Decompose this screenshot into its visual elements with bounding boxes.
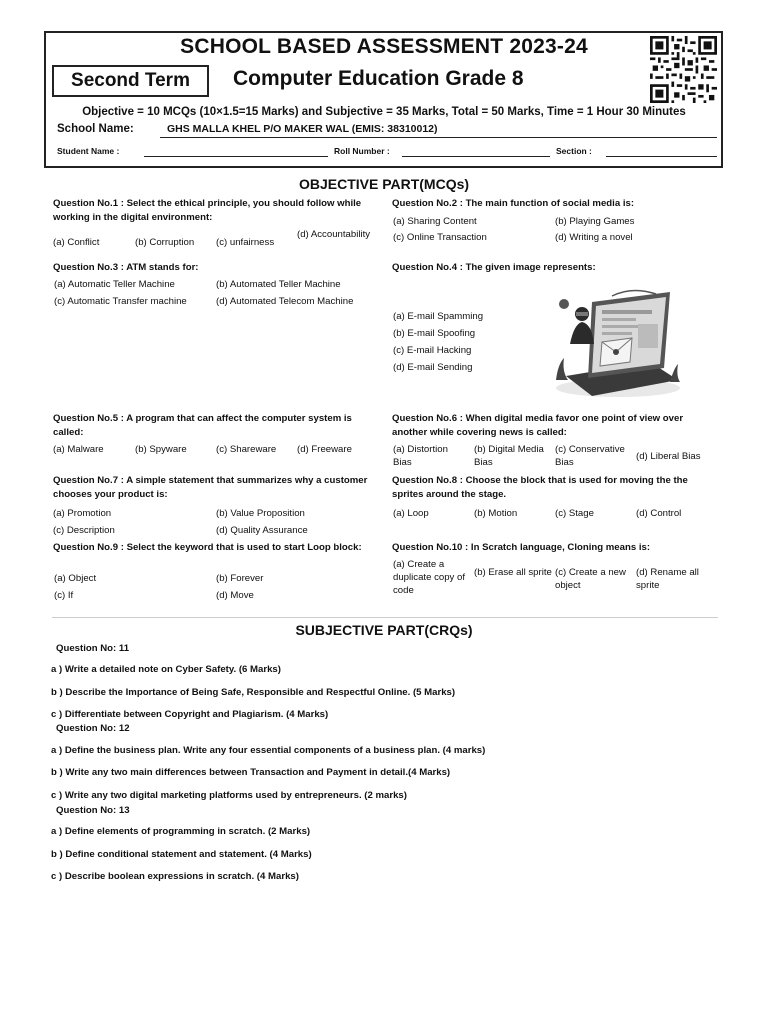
question-6-text: When digital media favor one point of view over another while covering news is called: bbox=[392, 413, 684, 438]
question-2-option-d: (d) Writing a novel bbox=[555, 232, 633, 243]
section-divider bbox=[52, 617, 718, 618]
question-8-option-b: (b) Motion bbox=[474, 508, 518, 519]
question-10-option-c: (c) Create a new object bbox=[555, 567, 626, 591]
question-10 bbox=[392, 541, 717, 555]
question-1-option-b: (b) Corruption bbox=[135, 237, 195, 248]
question-12-part-a: a ) Define the business plan. Write any four essential components of a business plan. (4 marks) bbox=[51, 745, 486, 756]
question-12-part-b: b ) Write any two main differences between Transaction and Payment in detail.(4 Marks) bbox=[51, 767, 451, 778]
term-box: Second Term bbox=[52, 65, 209, 97]
subjective-title: SUBJECTIVE PART(CRQs) bbox=[295, 622, 473, 638]
question-9-label: Question No.9 : bbox=[53, 542, 124, 553]
question-6-option-b: (b) Digital Media Bias bbox=[474, 444, 544, 468]
question-13-part-b: b ) Define conditional statement and statement. (4 Marks) bbox=[51, 849, 312, 860]
question-3-option-d: (d) Automated Telecom Machine bbox=[216, 296, 354, 307]
question-8-text: Choose the block that is used for moving the the sprites around the stage. bbox=[392, 475, 688, 500]
question-5-option-c: (c) Shareware bbox=[216, 444, 277, 455]
question-5-text: A program that can affect the computer system is called: bbox=[53, 413, 352, 438]
question-3-option-c: (c) Automatic Transfer machine bbox=[54, 296, 187, 307]
question-7-option-b: (b) Value Proposition bbox=[216, 508, 305, 519]
objective-title: OBJECTIVE PART(MCQs) bbox=[298, 176, 470, 192]
question-10-label: Question No.10 : bbox=[392, 542, 469, 553]
question-13-label: Question No: 13 bbox=[56, 805, 130, 816]
question-5-option-b: (b) Spyware bbox=[135, 444, 187, 455]
question-7 bbox=[53, 474, 371, 501]
email-spoofing-illustration bbox=[552, 284, 682, 398]
question-6-option-d: (d) Liberal Bias bbox=[636, 451, 701, 462]
question-11-part-a: a ) Write a detailed note on Cyber Safety. (6 Marks) bbox=[51, 664, 281, 675]
question-1-text: Select the ethical principle, you should follow while working in the digital environment: bbox=[53, 198, 362, 223]
subject-title: Computer Education Grade 8 bbox=[233, 67, 524, 90]
question-12-label: Question No: 12 bbox=[56, 723, 130, 734]
roll-number-field[interactable] bbox=[402, 156, 550, 157]
question-8-option-a: (a) Loop bbox=[393, 508, 429, 519]
question-4-option-c: (c) E-mail Hacking bbox=[393, 345, 472, 356]
question-1-option-a: (a) Conflict bbox=[53, 237, 100, 248]
question-13-part-c: c ) Describe boolean expressions in scratch. (4 Marks) bbox=[51, 871, 299, 882]
question-2-option-a: (a) Sharing Content bbox=[393, 216, 477, 227]
question-9-option-b: (b) Forever bbox=[216, 573, 264, 584]
question-1 bbox=[53, 197, 371, 224]
question-1-option-c: (c) unfairness bbox=[216, 237, 275, 248]
question-6-option-c: (c) Conservative Bias bbox=[555, 444, 625, 468]
question-8-option-c: (c) Stage bbox=[555, 508, 594, 519]
question-6 bbox=[392, 412, 717, 439]
question-7-option-a: (a) Promotion bbox=[53, 508, 112, 519]
roll-number-label: Roll Number : bbox=[334, 146, 390, 156]
question-6-option-a: (a) Distortion Bias bbox=[393, 444, 448, 468]
question-7-option-c: (c) Description bbox=[53, 525, 115, 536]
page-title: SCHOOL BASED ASSESSMENT 2023-24 bbox=[180, 35, 588, 58]
question-8-label: Question No.8 : bbox=[392, 475, 463, 486]
school-name-label: School Name: bbox=[57, 123, 134, 135]
school-name-value: GHS MALLA KHEL P/O MAKER WAL (EMIS: 38310012) bbox=[167, 123, 438, 135]
question-7-text: A simple statement that summarizes why a customer chooses your product is: bbox=[53, 475, 368, 500]
question-4-label: Question No.4 : bbox=[392, 262, 463, 273]
question-2-text: The main function of social media is: bbox=[465, 198, 635, 209]
question-1-option-d: (d) Accountability bbox=[297, 229, 371, 240]
question-12-part-c: c ) Write any two digital marketing platforms used by entrepreneurs. (2 marks) bbox=[51, 790, 407, 801]
marks-line: Objective = 10 MCQs (10×1.5=15 Marks) and Subjective = 35 Marks, Total = 50 Marks, Time = 1 Hour 30 Minutes bbox=[82, 106, 686, 118]
question-6-label: Question No.6 : bbox=[392, 413, 463, 424]
question-3-text: ATM stands for: bbox=[126, 262, 199, 273]
question-10-text: In Scratch language, Cloning means is: bbox=[470, 542, 651, 553]
student-name-label: Student Name : bbox=[57, 146, 120, 156]
question-8-option-d: (d) Control bbox=[636, 508, 682, 519]
question-5-option-a: (a) Malware bbox=[53, 444, 104, 455]
question-11-label: Question No: 11 bbox=[56, 643, 130, 654]
question-10-option-b: (b) Erase all sprite bbox=[474, 567, 552, 578]
question-4-option-b: (b) E-mail Spoofing bbox=[393, 328, 476, 339]
question-9-option-a: (a) Object bbox=[54, 573, 97, 584]
question-3-option-b: (b) Automated Teller Machine bbox=[216, 279, 341, 290]
question-9-option-c: (c) If bbox=[54, 590, 74, 601]
question-2-option-c: (c) Online Transaction bbox=[393, 232, 487, 243]
question-9-text: Select the keyword that is used to start Loop block: bbox=[126, 542, 362, 553]
question-1-label: Question No.1 : bbox=[53, 198, 124, 209]
question-2 bbox=[392, 197, 717, 211]
section-label: Section : bbox=[556, 146, 592, 156]
question-7-option-d: (d) Quality Assurance bbox=[216, 525, 308, 536]
question-10-option-d: (d) Rename all sprite bbox=[636, 567, 699, 591]
question-3 bbox=[53, 261, 371, 275]
question-11-part-b: b ) Describe the Importance of Being Safe, Responsible and Respectful Online. (5 Marks) bbox=[51, 687, 456, 698]
question-2-label: Question No.2 : bbox=[392, 198, 463, 209]
question-4-option-a: (a) E-mail Spamming bbox=[393, 311, 484, 322]
question-8 bbox=[392, 474, 717, 501]
question-13-part-a: a ) Define elements of programming in scratch. (2 Marks) bbox=[51, 826, 311, 837]
question-11-part-c: c ) Differentiate between Copyright and Plagiarism. (4 Marks) bbox=[51, 709, 329, 720]
question-3-option-a: (a) Automatic Teller Machine bbox=[54, 279, 175, 290]
qr-code-icon bbox=[650, 36, 717, 103]
school-name-line bbox=[160, 137, 717, 138]
question-4-option-d: (d) E-mail Sending bbox=[393, 362, 473, 373]
student-name-field[interactable] bbox=[144, 156, 328, 157]
question-9 bbox=[53, 541, 371, 555]
question-7-label: Question No.7 : bbox=[53, 475, 124, 486]
question-4 bbox=[392, 261, 717, 275]
question-5-label: Question No.5 : bbox=[53, 413, 124, 424]
question-10-option-a: (a) Create a duplicate copy of code bbox=[393, 559, 465, 596]
question-3-label: Question No.3 : bbox=[53, 262, 124, 273]
question-5 bbox=[53, 412, 371, 439]
question-5-option-d: (d) Freeware bbox=[297, 444, 352, 455]
question-9-option-d: (d) Move bbox=[216, 590, 254, 601]
section-field[interactable] bbox=[606, 156, 717, 157]
question-2-option-b: (b) Playing Games bbox=[555, 216, 635, 227]
question-4-text: The given image represents: bbox=[465, 262, 596, 273]
